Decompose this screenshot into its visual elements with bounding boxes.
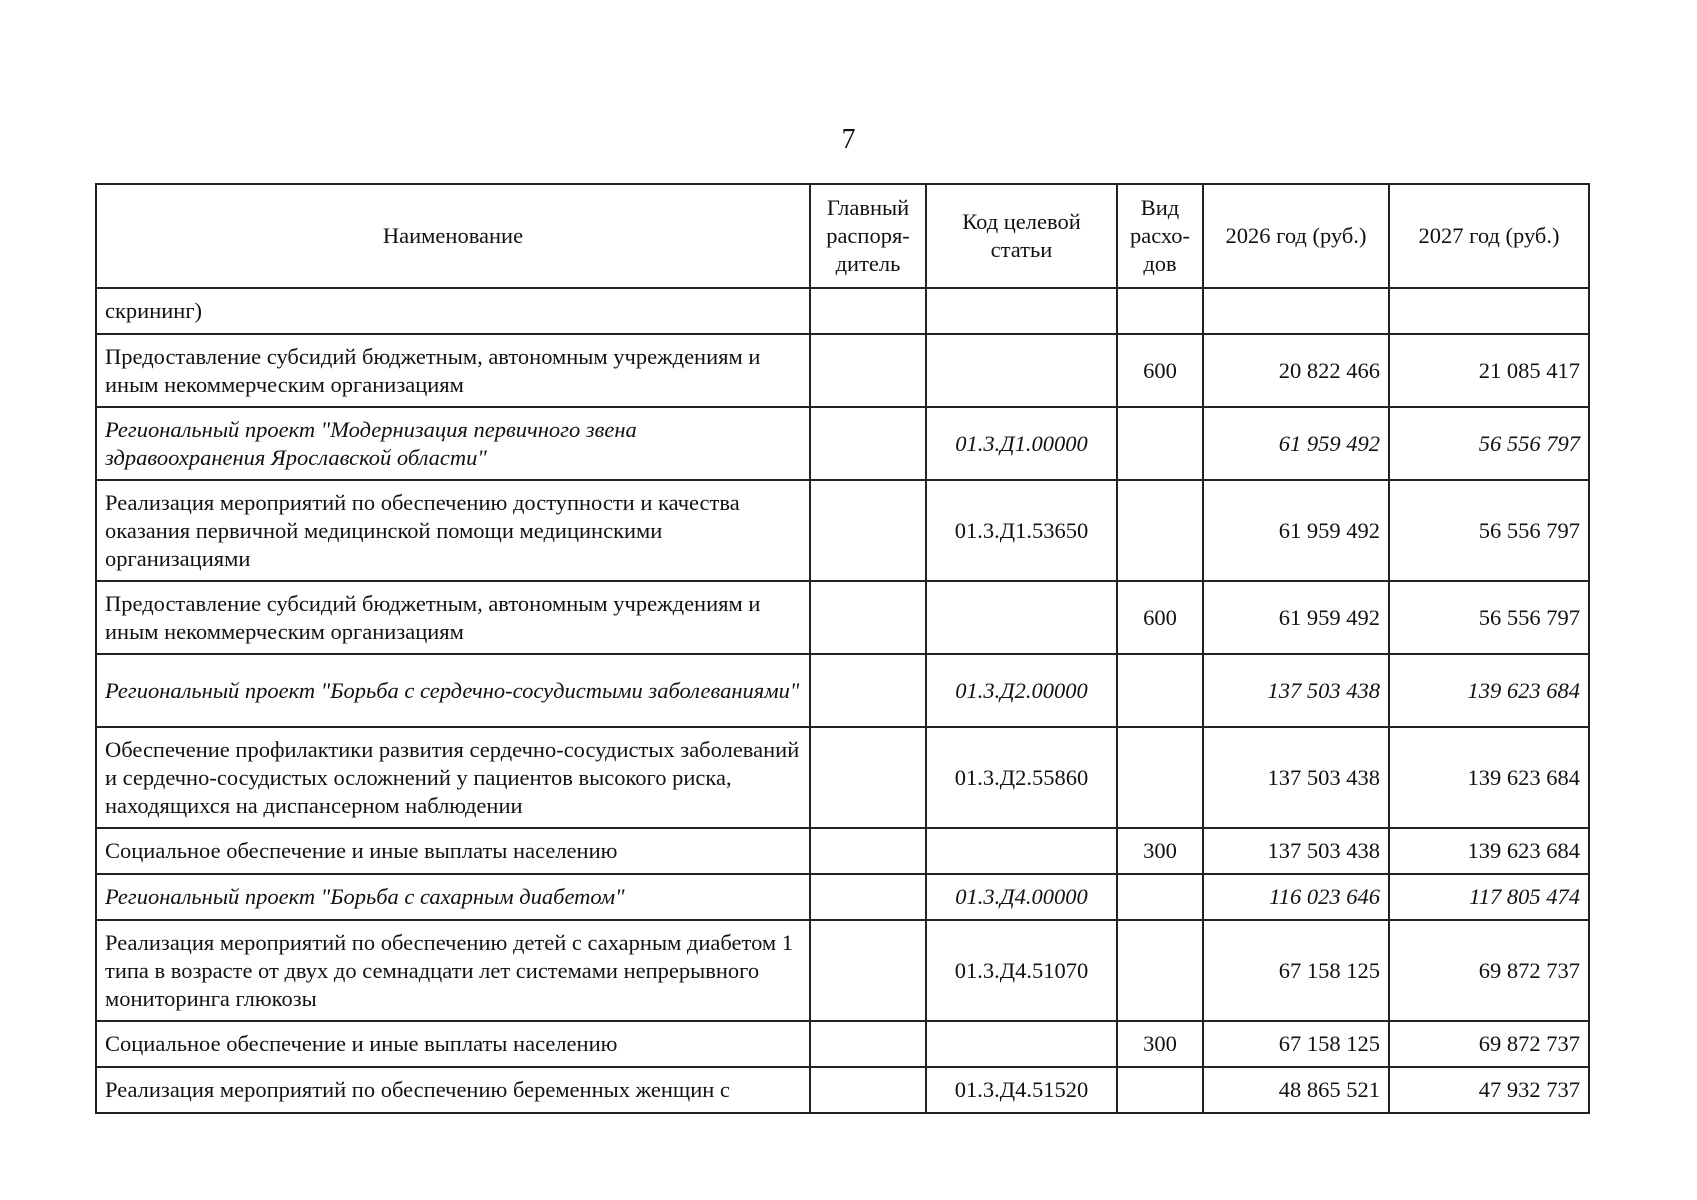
cell-2026: 61 959 492 [1203, 480, 1389, 581]
cell-2027: 139 623 684 [1389, 654, 1589, 727]
cell-2027: 47 932 737 [1389, 1067, 1589, 1113]
cell-kind: 600 [1117, 581, 1203, 654]
cell-2027: 139 623 684 [1389, 828, 1589, 874]
cell-2027: 21 085 417 [1389, 334, 1589, 407]
cell-code: 01.3.Д2.55860 [926, 727, 1117, 828]
cell-code [926, 1021, 1117, 1067]
cell-2027: 69 872 737 [1389, 1021, 1589, 1067]
cell-code [926, 288, 1117, 334]
cell-manager [810, 654, 926, 727]
cell-manager [810, 581, 926, 654]
cell-kind [1117, 920, 1203, 1021]
cell-2026: 67 158 125 [1203, 920, 1389, 1021]
cell-2027: 56 556 797 [1389, 480, 1589, 581]
cell-manager [810, 828, 926, 874]
header-name: Наименование [96, 184, 810, 288]
cell-name: Реализация мероприятий по обеспечению доступности и качества оказания первичной медицинской помощи медицинскими организациями [96, 480, 810, 581]
cell-2026: 137 503 438 [1203, 828, 1389, 874]
cell-name: Реализация мероприятий по обеспечению детей с сахарным диабетом 1 типа в возрасте от двух до семнадцати лет системами непрерывного мониторинга глюкозы [96, 920, 810, 1021]
cell-2027: 56 556 797 [1389, 581, 1589, 654]
cell-kind [1117, 874, 1203, 920]
cell-2027: 139 623 684 [1389, 727, 1589, 828]
table-body [96, 288, 1589, 1113]
cell-manager [810, 1067, 926, 1113]
cell-kind [1117, 407, 1203, 480]
header-year-2026: 2026 год (руб.) [1203, 184, 1389, 288]
cell-name: Предоставление субсидий бюджетным, автономным учреждениям и иным некоммерческим организациям [96, 334, 810, 407]
cell-kind [1117, 480, 1203, 581]
cell-2026: 116 023 646 [1203, 874, 1389, 920]
cell-2026: 61 959 492 [1203, 581, 1389, 654]
cell-kind [1117, 288, 1203, 334]
cell-2026: 61 959 492 [1203, 407, 1389, 480]
cell-manager [810, 920, 926, 1021]
cell-2026: 137 503 438 [1203, 727, 1389, 828]
table-row [96, 1021, 1589, 1067]
cell-code: 01.3.Д4.51520 [926, 1067, 1117, 1113]
cell-manager [810, 480, 926, 581]
cell-2027 [1389, 288, 1589, 334]
cell-code: 01.3.Д4.51070 [926, 920, 1117, 1021]
header-kind: Вид расхо-дов [1117, 184, 1203, 288]
cell-2027: 69 872 737 [1389, 920, 1589, 1021]
table-row [96, 1067, 1589, 1113]
cell-manager [810, 407, 926, 480]
cell-kind: 300 [1117, 828, 1203, 874]
cell-2027: 117 805 474 [1389, 874, 1589, 920]
header-year-2027: 2027 год (руб.) [1389, 184, 1589, 288]
table-row [96, 334, 1589, 407]
budget-table [95, 183, 1590, 1114]
cell-manager [810, 727, 926, 828]
cell-kind: 300 [1117, 1021, 1203, 1067]
cell-name: Социальное обеспечение и иные выплаты населению [96, 1021, 810, 1067]
cell-kind [1117, 727, 1203, 828]
table-row [96, 727, 1589, 828]
cell-name: Региональный проект "Модернизация первичного звена здравоохранения Ярославской области" [96, 407, 810, 480]
cell-code [926, 828, 1117, 874]
table-header-row [96, 184, 1589, 288]
cell-2026: 20 822 466 [1203, 334, 1389, 407]
cell-kind: 600 [1117, 334, 1203, 407]
cell-2027: 56 556 797 [1389, 407, 1589, 480]
cell-code: 01.3.Д4.00000 [926, 874, 1117, 920]
cell-code [926, 334, 1117, 407]
cell-2026: 67 158 125 [1203, 1021, 1389, 1067]
cell-code: 01.3.Д1.53650 [926, 480, 1117, 581]
cell-name: Социальное обеспечение и иные выплаты населению [96, 828, 810, 874]
cell-code: 01.3.Д1.00000 [926, 407, 1117, 480]
table-row [96, 874, 1589, 920]
cell-manager [810, 874, 926, 920]
cell-manager [810, 288, 926, 334]
cell-name: скрининг) [96, 288, 810, 334]
table-row [96, 288, 1589, 334]
header-manager: Главный распоря-дитель [810, 184, 926, 288]
page-number: 7 [841, 124, 856, 155]
table-row [96, 407, 1589, 480]
cell-kind [1117, 654, 1203, 727]
cell-kind [1117, 1067, 1203, 1113]
table-row [96, 480, 1589, 581]
cell-name: Предоставление субсидий бюджетным, автономным учреждениям и иным некоммерческим организациям [96, 581, 810, 654]
cell-2026: 48 865 521 [1203, 1067, 1389, 1113]
cell-name: Обеспечение профилактики развития сердечно-сосудистых заболеваний и сердечно-сосудистых осложнений у пациентов высокого риска, находящихся на диспансерном наблюдении [96, 727, 810, 828]
cell-name: Региональный проект "Борьба с сахарным диабетом" [96, 874, 810, 920]
cell-name: Реализация мероприятий по обеспечению беременных женщин с [96, 1067, 810, 1113]
cell-manager [810, 1021, 926, 1067]
cell-2026: 137 503 438 [1203, 654, 1389, 727]
cell-name: Региональный проект "Борьба с сердечно-сосудистыми заболеваниями" [96, 654, 810, 727]
cell-2026 [1203, 288, 1389, 334]
table-row [96, 920, 1589, 1021]
cell-code: 01.3.Д2.00000 [926, 654, 1117, 727]
table-row [96, 654, 1589, 727]
cell-manager [810, 334, 926, 407]
header-code: Код целевой статьи [926, 184, 1117, 288]
table-row [96, 828, 1589, 874]
cell-code [926, 581, 1117, 654]
table-row [96, 581, 1589, 654]
